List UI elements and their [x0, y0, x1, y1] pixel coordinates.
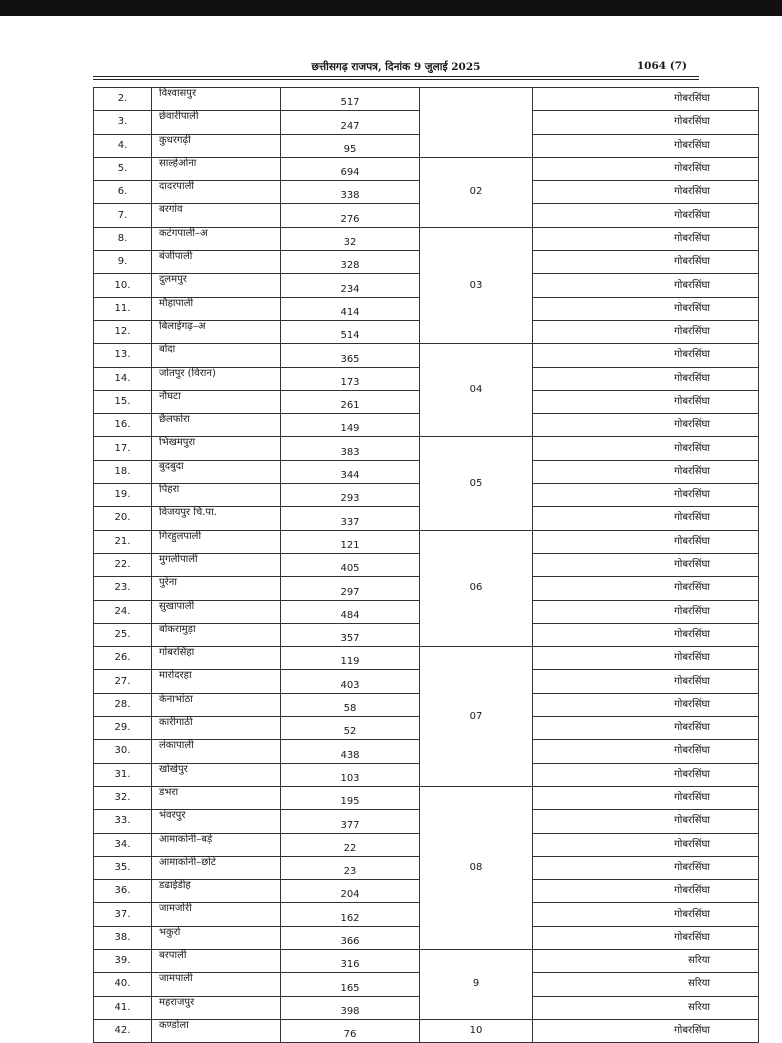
serial-number-cell: 33. [94, 810, 152, 833]
population-cell: 438 [281, 740, 420, 763]
serial-number-cell: 8. [94, 227, 152, 250]
table-row [94, 786, 759, 809]
region-cell: सरिया [533, 949, 759, 972]
serial-number-cell: 16. [94, 414, 152, 437]
village-name-cell: मारोदरहा [152, 670, 281, 693]
region-cell: गोबरसिंघा [533, 390, 759, 413]
region-cell: सरिया [533, 973, 759, 996]
region-cell: गोबरसिंघा [533, 880, 759, 903]
population-cell: 261 [281, 390, 420, 413]
village-name-cell: विश्वासपुर [152, 88, 281, 111]
population-cell: 403 [281, 670, 420, 693]
serial-number-cell: 29. [94, 717, 152, 740]
population-cell: 23 [281, 856, 420, 879]
region-cell: गोबरसिंघा [533, 484, 759, 507]
group-number-cell: 07 [420, 647, 533, 787]
serial-number-cell: 20. [94, 507, 152, 530]
table-row [94, 227, 759, 250]
serial-number-cell: 28. [94, 693, 152, 716]
serial-number-cell: 39. [94, 949, 152, 972]
population-cell: 328 [281, 251, 420, 274]
village-name-cell: कटंगपाली–अ [152, 227, 281, 250]
village-name-cell: विजयपुर चि.पा. [152, 507, 281, 530]
serial-number-cell: 34. [94, 833, 152, 856]
region-cell: गोबरसिंघा [533, 856, 759, 879]
serial-number-cell: 5. [94, 157, 152, 180]
region-cell: गोबरसिंघा [533, 297, 759, 320]
serial-number-cell: 22. [94, 553, 152, 576]
serial-number-cell: 6. [94, 181, 152, 204]
village-name-cell: लंकापाली [152, 740, 281, 763]
village-name-cell: बिलाईगढ़–अ [152, 320, 281, 343]
region-cell: गोबरसिंघा [533, 786, 759, 809]
population-cell: 173 [281, 367, 420, 390]
population-cell: 316 [281, 949, 420, 972]
village-name-cell: आमाकोनी–छोटे [152, 856, 281, 879]
region-cell: गोबरसिंघा [533, 88, 759, 111]
table-row [94, 88, 759, 111]
village-name-cell: भकुर्रा [152, 926, 281, 949]
village-name-cell: कारीगाठी [152, 717, 281, 740]
village-name-cell: भिखमपुरा [152, 437, 281, 460]
village-name-cell: दादरपाली [152, 181, 281, 204]
serial-number-cell: 37. [94, 903, 152, 926]
table-row [94, 530, 759, 553]
header-rule-bottom [93, 79, 699, 80]
region-cell: गोबरसिंघा [533, 134, 759, 157]
population-cell: 204 [281, 880, 420, 903]
gazette-title: छत्तीसगढ़ राजपत्र, दिनांक 9 जुलाई 2025 [311, 61, 481, 73]
population-cell: 234 [281, 274, 420, 297]
village-name-cell: बरपाली [152, 949, 281, 972]
village-name-cell: सुखापाली [152, 600, 281, 623]
population-cell: 344 [281, 460, 420, 483]
serial-number-cell: 42. [94, 1019, 152, 1042]
village-name-cell: गोबरसिंहा [152, 647, 281, 670]
serial-number-cell: 17. [94, 437, 152, 460]
population-cell: 162 [281, 903, 420, 926]
region-cell: गोबरसिंघा [533, 414, 759, 437]
region-cell: गोबरसिंघा [533, 507, 759, 530]
serial-number-cell: 11. [94, 297, 152, 320]
serial-number-cell: 7. [94, 204, 152, 227]
serial-number-cell: 3. [94, 111, 152, 134]
top-dark-bar [0, 0, 782, 16]
population-cell: 195 [281, 786, 420, 809]
serial-number-cell: 32. [94, 786, 152, 809]
region-cell: गोबरसिंघा [533, 717, 759, 740]
table-row [94, 344, 759, 367]
village-name-cell: बंजीपाली [152, 251, 281, 274]
village-name-cell: कण्डोला [152, 1019, 281, 1042]
serial-number-cell: 15. [94, 390, 152, 413]
village-name-cell: छेवारीपाली [152, 111, 281, 134]
population-cell: 119 [281, 647, 420, 670]
serial-number-cell: 14. [94, 367, 152, 390]
group-number-cell: 05 [420, 437, 533, 530]
region-cell: गोबरसिंघा [533, 810, 759, 833]
population-cell: 694 [281, 157, 420, 180]
village-name-cell: बोकरामुड़ा [152, 623, 281, 646]
population-cell: 414 [281, 297, 420, 320]
population-cell: 32 [281, 227, 420, 250]
table-row [94, 437, 759, 460]
region-cell: गोबरसिंघा [533, 251, 759, 274]
serial-number-cell: 30. [94, 740, 152, 763]
serial-number-cell: 2. [94, 88, 152, 111]
village-name-cell: साल्हेओना [152, 157, 281, 180]
serial-number-cell: 25. [94, 623, 152, 646]
region-cell: गोबरसिंघा [533, 227, 759, 250]
population-cell: 337 [281, 507, 420, 530]
village-name-cell: कुधरगढ़ी [152, 134, 281, 157]
table-row [94, 157, 759, 180]
group-number-cell: 9 [420, 949, 533, 1019]
serial-number-cell: 10. [94, 274, 152, 297]
serial-number-cell: 27. [94, 670, 152, 693]
serial-number-cell: 4. [94, 134, 152, 157]
serial-number-cell: 40. [94, 973, 152, 996]
village-name-cell: मौहापाली [152, 297, 281, 320]
population-cell: 293 [281, 484, 420, 507]
serial-number-cell: 9. [94, 251, 152, 274]
village-name-cell: पिहरा [152, 484, 281, 507]
page-number: 1064 (7) [636, 60, 687, 72]
table-row [94, 647, 759, 670]
region-cell: गोबरसिंघा [533, 1019, 759, 1042]
header-rule-top [93, 76, 699, 77]
population-cell: 165 [281, 973, 420, 996]
serial-number-cell: 35. [94, 856, 152, 879]
region-cell: गोबरसिंघा [533, 670, 759, 693]
population-cell: 338 [281, 181, 420, 204]
region-cell: गोबरसिंघा [533, 437, 759, 460]
serial-number-cell: 41. [94, 996, 152, 1019]
village-name-cell: जोतपुर (विरान) [152, 367, 281, 390]
region-cell: गोबरसिंघा [533, 623, 759, 646]
group-number-cell: 10 [420, 1019, 533, 1042]
population-cell: 405 [281, 553, 420, 576]
population-cell: 103 [281, 763, 420, 786]
population-cell: 366 [281, 926, 420, 949]
region-cell: गोबरसिंघा [533, 647, 759, 670]
group-number-cell: 06 [420, 530, 533, 646]
village-name-cell: मुगलीपाली [152, 553, 281, 576]
population-cell: 121 [281, 530, 420, 553]
region-cell: गोबरसिंघा [533, 833, 759, 856]
region-cell: गोबरसिंघा [533, 763, 759, 786]
group-number-cell: 02 [420, 157, 533, 227]
population-cell: 514 [281, 320, 420, 343]
village-name-cell: दुलमपुर [152, 274, 281, 297]
serial-number-cell: 12. [94, 320, 152, 343]
table-row [94, 1019, 759, 1042]
serial-number-cell: 31. [94, 763, 152, 786]
region-cell: गोबरसिंघा [533, 320, 759, 343]
serial-number-cell: 24. [94, 600, 152, 623]
population-cell: 149 [281, 414, 420, 437]
serial-number-cell: 18. [94, 460, 152, 483]
region-cell: गोबरसिंघा [533, 344, 759, 367]
region-cell: गोबरसिंघा [533, 600, 759, 623]
region-cell: गोबरसिंघा [533, 181, 759, 204]
village-name-cell: आमाकोनी–बड़े [152, 833, 281, 856]
region-cell: गोबरसिंघा [533, 903, 759, 926]
village-name-cell: जामपाली [152, 973, 281, 996]
population-cell: 484 [281, 600, 420, 623]
village-name-cell: नौघटा [152, 390, 281, 413]
village-name-cell: केनाभांठा [152, 693, 281, 716]
village-name-cell: गिरहुलपाली [152, 530, 281, 553]
population-cell: 517 [281, 88, 420, 111]
serial-number-cell: 38. [94, 926, 152, 949]
village-name-cell: बरगांव [152, 204, 281, 227]
population-cell: 247 [281, 111, 420, 134]
table-row [94, 949, 759, 972]
population-cell: 365 [281, 344, 420, 367]
village-name-cell: डढाईडीह [152, 880, 281, 903]
group-number-cell: 04 [420, 344, 533, 437]
serial-number-cell: 36. [94, 880, 152, 903]
village-name-cell: छैलफोरा [152, 414, 281, 437]
region-cell: गोबरसिंघा [533, 577, 759, 600]
population-cell: 383 [281, 437, 420, 460]
village-name-cell: खोखेपुर [152, 763, 281, 786]
region-cell: गोबरसिंघा [533, 553, 759, 576]
group-number-cell [420, 88, 533, 158]
population-cell: 95 [281, 134, 420, 157]
village-name-cell: डभरा [152, 786, 281, 809]
region-cell: गोबरसिंघा [533, 157, 759, 180]
serial-number-cell: 19. [94, 484, 152, 507]
region-cell: गोबरसिंघा [533, 693, 759, 716]
region-cell: गोबरसिंघा [533, 460, 759, 483]
village-name-cell: भंवरपुर [152, 810, 281, 833]
region-cell: गोबरसिंघा [533, 204, 759, 227]
population-cell: 357 [281, 623, 420, 646]
village-table [93, 87, 759, 1043]
village-name-cell: बुदबुदा [152, 460, 281, 483]
population-cell: 52 [281, 717, 420, 740]
group-number-cell: 03 [420, 227, 533, 343]
region-cell: गोबरसिंघा [533, 367, 759, 390]
region-cell: सरिया [533, 996, 759, 1019]
region-cell: गोबरसिंघा [533, 274, 759, 297]
village-name-cell: पुरेना [152, 577, 281, 600]
group-number-cell: 08 [420, 786, 533, 949]
village-name-cell: बोंदा [152, 344, 281, 367]
population-cell: 297 [281, 577, 420, 600]
region-cell: गोबरसिंघा [533, 740, 759, 763]
village-table-body [94, 88, 759, 1043]
serial-number-cell: 13. [94, 344, 152, 367]
region-cell: गोबरसिंघा [533, 530, 759, 553]
serial-number-cell: 21. [94, 530, 152, 553]
population-cell: 377 [281, 810, 420, 833]
region-cell: गोबरसिंघा [533, 111, 759, 134]
population-cell: 58 [281, 693, 420, 716]
village-name-cell: महराजपुर [152, 996, 281, 1019]
population-cell: 398 [281, 996, 420, 1019]
gazette-header [93, 58, 699, 76]
serial-number-cell: 26. [94, 647, 152, 670]
region-cell: गोबरसिंघा [533, 926, 759, 949]
population-cell: 76 [281, 1019, 420, 1042]
village-name-cell: जामजोरी [152, 903, 281, 926]
population-cell: 22 [281, 833, 420, 856]
population-cell: 276 [281, 204, 420, 227]
serial-number-cell: 23. [94, 577, 152, 600]
